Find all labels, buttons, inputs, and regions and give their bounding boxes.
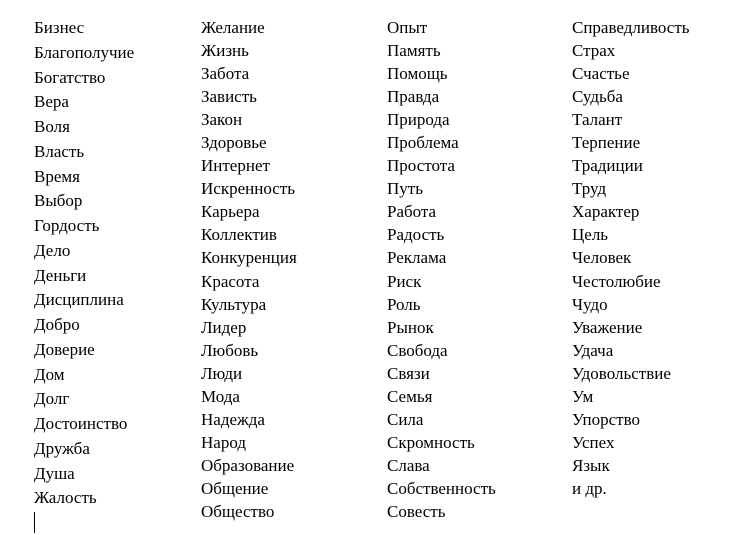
word-item: Простота (387, 156, 455, 176)
word-item: Жизнь (201, 41, 249, 61)
word-item: Работа (387, 202, 437, 222)
word-item: Природа (387, 110, 450, 130)
word-item: Коллектив (201, 225, 277, 245)
word-item: Цель (572, 225, 609, 245)
word-item: Радость (387, 225, 445, 245)
word-item: Мода (201, 386, 240, 406)
word-item: Скромность (387, 432, 475, 452)
word-item: Надежда (201, 409, 265, 429)
word-item: Память (387, 41, 441, 61)
word-item: Забота (201, 64, 250, 84)
word-item: Время (34, 166, 80, 186)
word-item: Культура (201, 294, 267, 314)
word-column-2 (201, 16, 297, 523)
word-item: Лидер (201, 317, 247, 337)
word-item: Образование (201, 455, 295, 475)
word-item: Успех (572, 432, 615, 452)
word-item: Справедливость (572, 18, 690, 37)
word-item: Путь (387, 179, 423, 199)
word-item: Рынок (387, 317, 434, 337)
word-item: Правда (387, 87, 440, 107)
word-item: Достоинство (34, 414, 128, 433)
word-item: Деньги (34, 265, 87, 285)
word-item: Дисциплина (34, 290, 124, 310)
word-item: Человек (572, 248, 632, 268)
word-item: Любовь (201, 340, 259, 360)
word-item: Закон (201, 110, 243, 130)
word-item: Сила (387, 409, 424, 429)
word-item: Традиции (572, 156, 643, 176)
word-item: Вера (34, 92, 69, 112)
text-cursor[interactable] (34, 512, 35, 533)
word-item: Жалость (34, 488, 97, 508)
word-item: Судьба (572, 87, 623, 107)
word-item: Честолюбие (572, 271, 661, 291)
word-item: и др. (572, 478, 607, 498)
word-item: Терпение (572, 133, 641, 153)
word-item: Душа (34, 463, 75, 483)
word-item: Помощь (387, 64, 448, 84)
word-item: Роль (387, 294, 421, 314)
word-item: Слава (387, 455, 430, 475)
word-item: Богатство (34, 67, 106, 87)
word-item: Удача (572, 340, 614, 360)
word-item: Совесть (387, 501, 446, 521)
word-item: Свобода (387, 340, 448, 360)
word-item: Труд (572, 179, 607, 199)
word-item: Выбор (34, 191, 83, 211)
word-item: Уважение (572, 317, 643, 337)
word-item: Опыт (387, 18, 428, 37)
word-item: Желание (201, 18, 265, 37)
word-item: Долг (34, 389, 70, 409)
word-item: Страх (572, 41, 616, 61)
word-column-3 (387, 16, 496, 523)
word-item: Бизнес (34, 18, 85, 37)
word-item: Дружба (34, 438, 90, 458)
word-item: Реклама (387, 248, 447, 268)
word-item: Упорство (572, 409, 641, 429)
word-item: Дом (34, 364, 65, 384)
word-item: Удовольствие (572, 363, 671, 383)
word-item: Проблема (387, 133, 459, 153)
word-item: Благополучие (34, 42, 135, 62)
word-item: Общение (201, 478, 269, 498)
word-item: Зависть (201, 87, 257, 107)
word-item: Красота (201, 271, 260, 291)
word-item: Ум (572, 386, 594, 406)
word-item: Искренность (201, 179, 295, 199)
word-item: Семья (387, 386, 433, 406)
word-column-1 (34, 16, 134, 511)
word-item: Карьера (201, 202, 260, 222)
word-item: Чудо (572, 294, 608, 314)
word-item: Собственность (387, 478, 496, 498)
word-column-4 (572, 16, 690, 500)
word-item: Власть (34, 141, 85, 161)
word-item: Воля (34, 117, 70, 136)
word-item: Добро (34, 315, 80, 334)
word-item: Общество (201, 501, 275, 521)
word-item: Язык (572, 455, 610, 475)
word-item: Риск (387, 271, 422, 291)
word-item: Связи (387, 363, 430, 383)
word-item: Здоровье (201, 133, 267, 153)
word-item: Интернет (201, 156, 270, 176)
word-item: Характер (572, 202, 640, 222)
word-item: Гордость (34, 216, 100, 235)
word-item: Счастье (572, 64, 630, 84)
word-item: Доверие (34, 339, 95, 359)
word-item: Конкуренция (201, 248, 297, 268)
word-item: Дело (34, 240, 71, 260)
word-item: Народ (201, 432, 246, 452)
word-item: Талант (572, 110, 623, 130)
word-item: Люди (201, 363, 243, 383)
